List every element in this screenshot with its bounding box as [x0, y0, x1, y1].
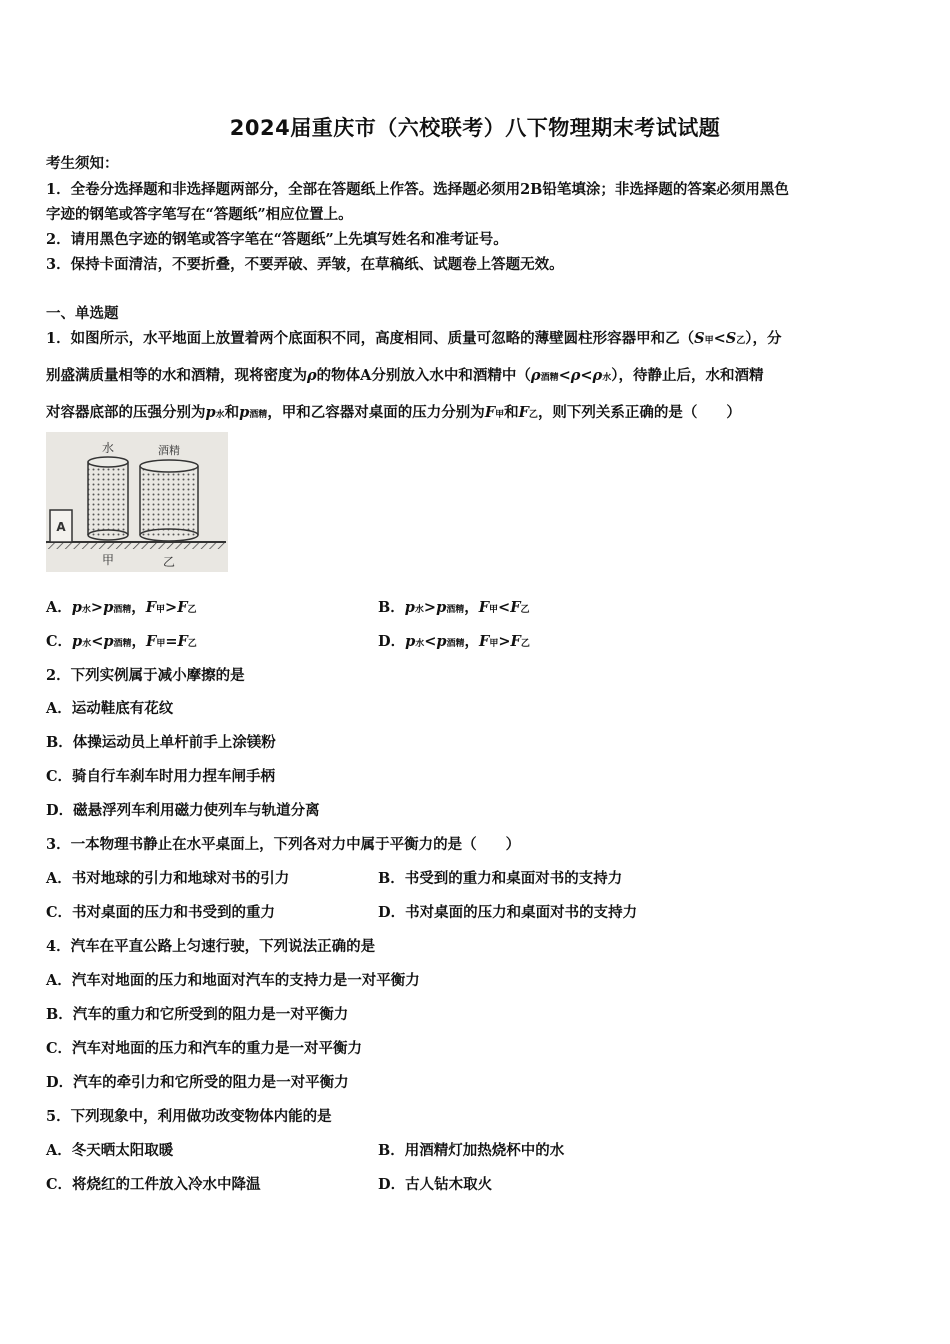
container-jia-top [88, 457, 128, 467]
notice-item-2: 2．请用黑色字迹的钢笔或答字笔在“答题纸”上先填写姓名和准考证号。 [46, 231, 508, 248]
q5-option-c[interactable]: C．将烧红的工件放入冷水中降温 [46, 1176, 261, 1193]
q2-option-d[interactable]: D．磁悬浮列车利用磁力使列车与轨道分离 [46, 802, 320, 819]
q2-option-c[interactable]: C．骑自行车刹车时用力捏车闸手柄 [46, 768, 276, 785]
q4-stem: 4．汽车在平直公路上匀速行驶，下列说法正确的是 [46, 938, 376, 955]
yi-label: 乙 [162, 555, 176, 569]
q3-option-c[interactable]: C．书对桌面的压力和书受到的重力 [46, 904, 276, 921]
q2-option-b[interactable]: B．体操运动员上单杆前手上涂镁粉 [46, 734, 276, 751]
q1-stem-line-1: 1．如图所示，水平地面上放置着两个底面积不同，高度相同、质量可忽略的薄壁圆柱形容器甲和乙（S甲<S乙），分 [46, 330, 782, 347]
q1-stem-line-2: 别盛满质量相等的水和酒精，现将密度为ρ的物体A分别放入水中和酒精中（ρ酒精<ρ<ρ水），待静止后，水和酒精 [46, 367, 764, 384]
water-fill [88, 462, 128, 537]
q4-option-b[interactable]: B．汽车的重力和它所受到的阻力是一对平衡力 [46, 1006, 349, 1023]
alcohol-label: 酒精 [158, 444, 180, 457]
notice-heading: 考生须知： [46, 155, 119, 172]
q4-option-c[interactable]: C．汽车对地面的压力和汽车的重力是一对平衡力 [46, 1040, 363, 1057]
q1-option-a[interactable]: A．p水>p酒精，F甲>F乙 [46, 599, 197, 616]
q5-option-a[interactable]: A．冬天晒太阳取暖 [46, 1142, 174, 1159]
containers-diagram [46, 432, 228, 572]
q3-option-a[interactable]: A．书对地球的引力和地球对书的引力 [46, 870, 290, 887]
q1-option-c[interactable]: C．p水<p酒精，F甲=F乙 [46, 633, 197, 650]
q3-stem: 3．一本物理书静止在水平桌面上，下列各对力中属于平衡力的是（ ） [46, 836, 521, 853]
q3-option-d[interactable]: D．书对桌面的压力和桌面对书的支持力 [378, 904, 638, 921]
section-heading: 一、单选题 [46, 305, 119, 322]
q3-option-b[interactable]: B．书受到的重力和桌面对书的支持力 [378, 870, 623, 887]
q1-figure [46, 432, 228, 572]
q1-option-d[interactable]: D．p水<p酒精，F甲>F乙 [378, 633, 530, 650]
water-label: 水 [101, 441, 115, 455]
notice-item-1: 1．全卷分选择题和非选择题两部分，全部在答题纸上作答。选择题必须用2B铅笔填涂；非选择题的答案必须用黑色 [46, 181, 789, 198]
container-yi-top [140, 460, 198, 472]
jia-label: 甲 [101, 553, 115, 567]
q4-option-a[interactable]: A．汽车对地面的压力和地面对汽车的支持力是一对平衡力 [46, 972, 420, 989]
alcohol-fill [140, 466, 198, 537]
q2-stem: 2．下列实例属于减小摩擦的是 [46, 667, 245, 684]
q1-stem-line-3: 对容器底部的压强分别为p水和p酒精，甲和乙容器对桌面的压力分别为F甲和F乙，则下列关系正确的是（ ） [46, 404, 741, 421]
q4-option-d[interactable]: D．汽车的牵引力和它所受的阻力是一对平衡力 [46, 1074, 349, 1091]
block-a-label: A [56, 520, 66, 534]
q5-option-b[interactable]: B．用酒精灯加热烧杯中的水 [378, 1142, 565, 1159]
q5-stem: 5．下列现象中，利用做功改变物体内能的是 [46, 1108, 332, 1125]
page-title: 2024届重庆市（六校联考）八下物理期末考试试题 [229, 116, 721, 140]
notice-item-3: 3．保持卡面清洁，不要折叠，不要弄破、弄皱，在草稿纸、试题卷上答题无效。 [46, 256, 564, 273]
ground-hatch [46, 543, 226, 549]
q1-option-b[interactable]: B．p水>p酒精，F甲<F乙 [378, 599, 530, 616]
q5-option-d[interactable]: D．古人钻木取火 [378, 1176, 493, 1193]
q2-option-a[interactable]: A．运动鞋底有花纹 [46, 700, 174, 717]
notice-item-1-cont: 字迹的钢笔或答字笔写在“答题纸”相应位置上。 [46, 206, 353, 223]
